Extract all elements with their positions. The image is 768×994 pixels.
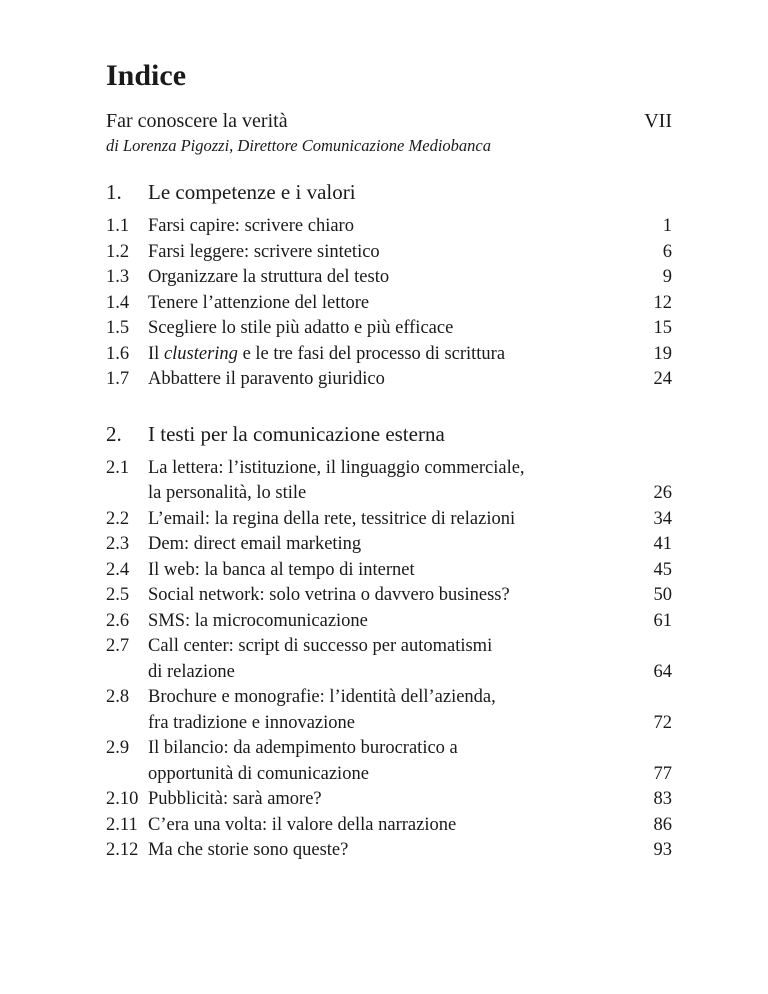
entry-page-number: 50: [653, 585, 672, 605]
entry-title: Farsi capire: scrivere chiaro: [148, 216, 354, 236]
entry-number: 1.3: [106, 267, 130, 287]
page-title: Indice: [106, 59, 187, 92]
entry-title-line: la personalità, lo stile: [148, 483, 307, 503]
entry-title: Scegliere lo stile più adatto e più efficace: [148, 318, 454, 338]
entry-title: C’era una volta: il valore della narrazione: [148, 814, 457, 835]
toc-entry: [106, 532, 672, 558]
entry-page-number: 45: [653, 559, 672, 580]
entry-title-line: fra tradizione e innovazione: [148, 712, 355, 733]
entry-page-number: 15: [653, 318, 672, 338]
entry-title-suffix: e le tre fasi del processo di scrittura: [237, 343, 506, 364]
toc-entry: [106, 456, 672, 507]
entry-number: 1.1: [106, 216, 130, 236]
entry-page-number: 64: [653, 661, 672, 682]
chapter-number: 2.: [106, 421, 122, 446]
entry-number: 2.9: [106, 738, 130, 758]
entry-number: 1.4: [106, 292, 130, 313]
entry-title-line: di relazione: [148, 661, 235, 682]
toc-entry: [106, 316, 672, 342]
entry-number: 1.6: [106, 343, 130, 364]
entry-number: 2.10: [106, 789, 139, 809]
toc-entry: [106, 634, 672, 685]
entry-title-line: opportunità di comunicazione: [148, 763, 369, 784]
entry-title: [148, 342, 612, 368]
entry-page-number: 77: [653, 763, 672, 784]
entry-page-number: 61: [653, 610, 672, 631]
entry-number: 2.5: [106, 585, 130, 605]
toc-entry: [106, 265, 672, 291]
entry-title: L’email: la regina della rete, tessitrice di relazioni: [148, 508, 516, 529]
chapter-entries: [106, 214, 672, 393]
entry-number: 1.2: [106, 241, 130, 262]
entry-title: Social network: solo vetrina o davvero business?: [148, 585, 510, 605]
entry-page-number: 93: [653, 840, 672, 860]
entry-number: 2.3: [106, 534, 130, 554]
chapter-heading: [106, 178, 672, 206]
entry-number: 2.8: [106, 687, 130, 707]
toc-entry: [106, 838, 672, 864]
foreword-byline: di Lorenza Pigozzi, Direttore Comunicazione Mediobanca: [106, 136, 491, 155]
entry-title-line: Il bilancio: da adempimento burocratico a: [148, 738, 458, 758]
entry-page-number: 26: [653, 483, 672, 503]
entry-page-number: 19: [653, 343, 672, 364]
entry-page-number: 6: [662, 241, 672, 262]
toc-entry: [106, 367, 672, 393]
toc-entry: [106, 507, 672, 533]
toc-entry: [106, 813, 672, 839]
entry-title-line: La lettera: l’istituzione, il linguaggio commerciale,: [148, 457, 525, 478]
toc-entry: [106, 240, 672, 266]
chapter-title: I testi per la comunicazione esterna: [148, 421, 445, 446]
foreword-entry: [106, 108, 672, 134]
table-of-contents: [106, 58, 672, 864]
entry-title: SMS: la microcomunicazione: [148, 610, 368, 631]
entry-number: 2.2: [106, 508, 130, 529]
entry-page-number: 72: [653, 712, 672, 733]
entry-title: Farsi leggere: scrivere sintetico: [148, 241, 380, 262]
foreword-page-number: VII: [644, 110, 672, 132]
entry-title: Abbattere il paravento giuridico: [148, 369, 385, 389]
entry-title-line: Call center: script di successo per automatismi: [148, 636, 493, 656]
entry-title: Organizzare la struttura del testo: [148, 267, 390, 287]
toc-entry: [106, 558, 672, 584]
entry-number: 1.5: [106, 318, 130, 338]
toc-entry: [106, 583, 672, 609]
entry-title: Tenere l’attenzione del lettore: [148, 292, 370, 313]
entry-title-prefix: Il: [148, 343, 164, 364]
foreword-label: Far conoscere la verità: [106, 110, 288, 132]
entry-page-number: 41: [653, 534, 672, 554]
entry-title: Dem: direct email marketing: [148, 534, 362, 554]
entry-number: 1.7: [106, 369, 130, 389]
toc-entry: [106, 214, 672, 240]
entry-page-number: 1: [662, 216, 672, 236]
chapter-entries: [106, 456, 672, 864]
entry-number: 2.6: [106, 610, 130, 631]
entry-number: 2.12: [106, 840, 139, 860]
entry-title: Il web: la banca al tempo di internet: [148, 559, 415, 580]
toc-entry: [106, 736, 672, 787]
chapter-title: Le competenze e i valori: [148, 180, 356, 204]
entry-number: 2.1: [106, 457, 130, 478]
toc-entry: [106, 291, 672, 317]
chapter-heading: [106, 420, 672, 448]
entry-page-number: 34: [653, 508, 672, 529]
toc-entry: [106, 609, 672, 635]
entry-page-number: 24: [653, 369, 672, 389]
entry-page-number: 9: [662, 267, 672, 287]
entry-page-number: 12: [653, 292, 672, 313]
entry-page-number: 83: [653, 789, 672, 809]
entry-title-line: Brochure e monografie: l’identità dell’azienda,: [148, 687, 496, 707]
entry-page-number: 86: [653, 814, 672, 835]
toc-entry: [106, 787, 672, 813]
entry-number: 2.7: [106, 636, 130, 656]
toc-entry: [106, 685, 672, 736]
entry-number: 2.11: [106, 814, 138, 835]
toc-entry: [106, 342, 672, 368]
entry-number: 2.4: [106, 559, 130, 580]
entry-title: Pubblicità: sarà amore?: [148, 789, 322, 809]
chapter-number: 1.: [106, 180, 122, 204]
entry-title-italic: clustering: [163, 343, 238, 364]
entry-title: Ma che storie sono queste?: [148, 840, 349, 860]
